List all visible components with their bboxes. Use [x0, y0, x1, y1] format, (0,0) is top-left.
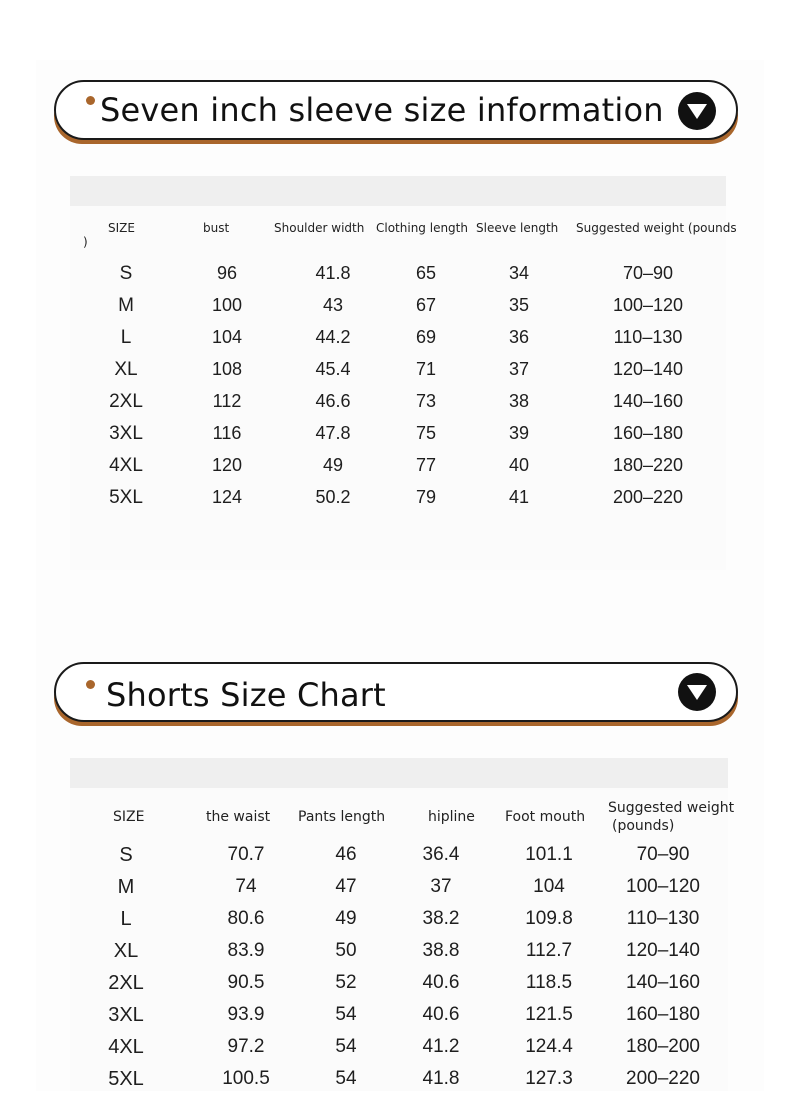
header-pill [54, 662, 738, 722]
table-cell: 160–180 [612, 423, 684, 443]
table-cell: 54 [335, 1036, 357, 1057]
chevron-down-circle-icon[interactable] [678, 673, 716, 711]
table-cell: 37 [430, 876, 452, 897]
column-header-overflow: ) [83, 235, 88, 249]
table-cell: 54 [335, 1068, 357, 1089]
table-cell: 74 [235, 876, 257, 897]
table-cell: 43 [322, 295, 344, 315]
column-header: Suggested weight (pounds [576, 221, 737, 235]
table-cell: 104 [533, 876, 565, 897]
table-cell: 90.5 [227, 972, 265, 993]
table-cell: 50 [335, 940, 357, 961]
table-cell: 52 [335, 972, 357, 993]
table-cell: 127.3 [525, 1068, 573, 1089]
table-cell: 160–180 [626, 1004, 700, 1025]
table-cell: 49 [335, 908, 357, 929]
table-cell: 101.1 [525, 844, 573, 865]
column-header: Pants length [298, 809, 386, 825]
table-cell: 65 [415, 263, 437, 283]
table-row [0, 423, 800, 453]
column-header: Suggested weight [608, 800, 735, 816]
table-cell: 110–130 [626, 908, 700, 929]
table-cell: 40.6 [422, 972, 460, 993]
table-cell: 38.8 [422, 940, 460, 961]
size-cell: S [119, 844, 133, 866]
column-header: Sleeve length [476, 221, 559, 235]
table-cell: 180–220 [612, 455, 684, 475]
table-row [0, 327, 800, 357]
table-cell: 121.5 [525, 1004, 573, 1025]
size-cell: 2XL [108, 972, 144, 994]
table-cell: 71 [415, 359, 437, 379]
size-cell: XL [114, 359, 138, 380]
table-cell: 140–160 [626, 972, 700, 993]
table-cell: 70–90 [636, 844, 690, 865]
table-row [0, 455, 800, 485]
size-cell: S [119, 263, 133, 284]
size-cell: 4XL [108, 1036, 144, 1058]
column-header: SIZE [113, 809, 145, 825]
section-title: Shorts Size Chart [106, 676, 386, 714]
header-pill [54, 80, 738, 140]
table-cell: 37 [508, 359, 530, 379]
bullet-dot-icon [86, 680, 95, 689]
section-title: Seven inch sleeve size information [100, 91, 664, 129]
table-cell: 96 [216, 263, 238, 283]
table-cell: 36 [508, 327, 530, 347]
table-top-bar [70, 758, 728, 788]
table-row [0, 391, 800, 421]
table-cell: 200–220 [626, 1068, 700, 1089]
table-row [0, 487, 800, 517]
table-cell: 69 [415, 327, 437, 347]
table-cell: 75 [415, 423, 437, 443]
table-cell: 120 [211, 455, 243, 475]
table-cell: 46 [335, 844, 357, 865]
table-cell: 44.2 [315, 327, 351, 347]
table-cell: 35 [508, 295, 530, 315]
column-header: Foot mouth [505, 809, 586, 825]
table-row [0, 972, 800, 1002]
table-row [0, 1036, 800, 1066]
size-cell: M [118, 295, 134, 316]
table-cell: 124 [211, 487, 243, 507]
column-header: bust [203, 221, 230, 235]
table-cell: 112 [212, 391, 242, 411]
size-cell: 2XL [109, 391, 143, 412]
table-cell: 104 [211, 327, 243, 347]
table-cell: 40.6 [422, 1004, 460, 1025]
table-row [0, 1068, 800, 1098]
table-top-bar [70, 176, 726, 206]
table-cell: 41 [508, 487, 530, 507]
chevron-down-circle-icon[interactable] [678, 92, 716, 130]
table-cell: 116 [212, 423, 242, 443]
table-cell: 112.7 [525, 940, 573, 961]
table-cell: 100 [211, 295, 243, 315]
table-cell: 100.5 [222, 1068, 270, 1089]
table-cell: 200–220 [612, 487, 684, 507]
table-cell: 110–130 [613, 327, 683, 347]
table-cell: 77 [415, 455, 437, 475]
table-cell: 40 [508, 455, 530, 475]
table-cell: 109.8 [525, 908, 573, 929]
table-cell: 124.4 [525, 1036, 573, 1057]
table-cell: 41.2 [422, 1036, 460, 1057]
table-cell: 70.7 [227, 844, 265, 865]
table-cell: 49 [322, 455, 344, 475]
table-cell: 120–140 [612, 359, 684, 379]
column-header: the waist [206, 809, 271, 825]
table-row [0, 908, 800, 938]
table-cell: 54 [335, 1004, 357, 1025]
table-row [0, 359, 800, 389]
column-header-overflow: (pounds) [612, 818, 675, 834]
column-header: SIZE [108, 221, 135, 235]
bullet-dot-icon [86, 96, 95, 105]
table-row [0, 844, 800, 874]
table-cell: 80.6 [227, 908, 265, 929]
size-cell: XL [113, 940, 139, 962]
table-cell: 46.6 [315, 391, 351, 411]
table-cell: 108 [211, 359, 243, 379]
table-cell: 47.8 [315, 423, 351, 443]
table-cell: 180–200 [626, 1036, 700, 1057]
column-header: Shoulder width [274, 221, 365, 235]
table-cell: 38.2 [422, 908, 460, 929]
table-cell: 70–90 [622, 263, 674, 283]
table-cell: 38 [508, 391, 530, 411]
size-cell: 3XL [109, 423, 143, 444]
table-cell: 45.4 [315, 359, 351, 379]
size-cell: 5XL [108, 1068, 144, 1090]
size-cell: M [117, 876, 135, 898]
table-row [0, 263, 800, 293]
size-cell: L [120, 908, 132, 930]
table-cell: 83.9 [227, 940, 265, 961]
column-header: hipline [428, 809, 475, 825]
column-header: Clothing length [376, 221, 468, 235]
table-cell: 50.2 [315, 487, 351, 507]
table-cell: 118.5 [525, 972, 573, 993]
table-cell: 67 [415, 295, 437, 315]
table-cell: 39 [508, 423, 530, 443]
table-cell: 97.2 [227, 1036, 265, 1057]
size-cell: 3XL [108, 1004, 144, 1026]
size-cell: 5XL [109, 487, 143, 508]
size-cell: L [120, 327, 132, 348]
table-row [0, 876, 800, 906]
sleeve-section-header[interactable] [54, 80, 740, 148]
table-cell: 100–120 [626, 876, 700, 897]
shorts-section-header[interactable] [54, 662, 740, 730]
table-cell: 73 [415, 391, 437, 411]
table-row [0, 940, 800, 970]
table-cell: 41.8 [422, 1068, 460, 1089]
table-cell: 34 [508, 263, 530, 283]
table-cell: 41.8 [315, 263, 351, 283]
size-cell: 4XL [109, 455, 143, 476]
table-cell: 93.9 [227, 1004, 265, 1025]
table-cell: 100–120 [612, 295, 684, 315]
table-cell: 47 [335, 876, 357, 897]
table-cell: 36.4 [422, 844, 460, 865]
table-row [0, 1004, 800, 1034]
table-cell: 120–140 [626, 940, 700, 961]
table-cell: 140–160 [612, 391, 684, 411]
table-row [0, 295, 800, 325]
table-cell: 79 [415, 487, 437, 507]
